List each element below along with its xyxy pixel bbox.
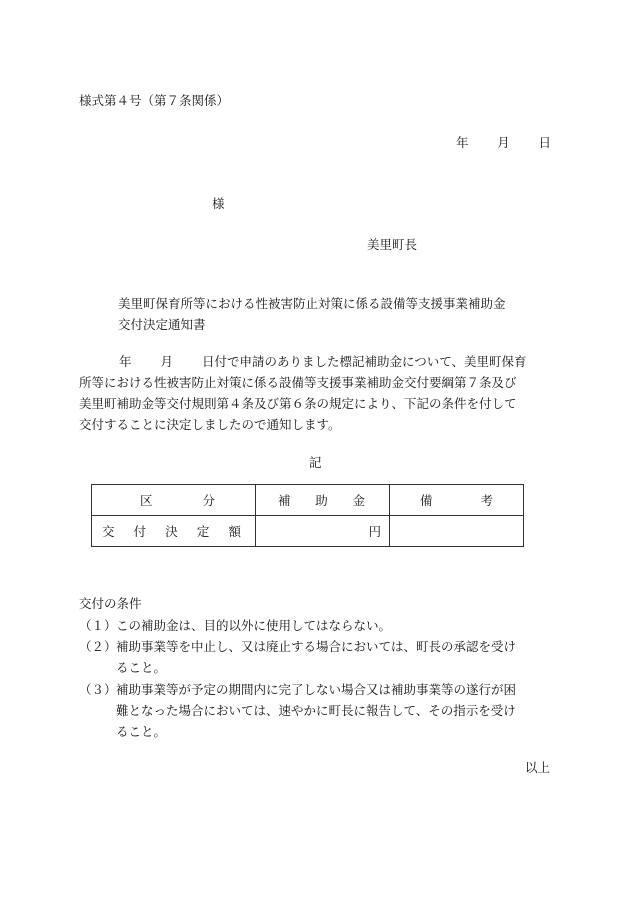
condition-3-text-line-3: ること。 [116, 724, 167, 739]
date-day: 日 [538, 135, 551, 150]
body-month: 月 [160, 354, 174, 369]
condition-1-number: （１） [79, 618, 117, 633]
condition-3-text-line-1: 補助事業等が予定の期間内に完了しない場合又は補助事業等の遂行が困 [116, 682, 517, 697]
condition-1-text: この補助金は、目的以外に使用してはならない。 [116, 618, 392, 633]
amount-unit: 円 [368, 524, 381, 539]
condition-2-text-line-1: 補助事業等を中止し、又は廃止する場合においては、町長の承認を受け [116, 639, 517, 654]
condition-3-number: （３） [79, 682, 117, 697]
table-row [92, 516, 524, 547]
document-title-line-2: 交付決定通知書 [118, 317, 206, 332]
document-title-line-1: 美里町保育所等における性被害防止対策に係る設備等支援事業補助金 [118, 296, 506, 311]
closing-ijou: 以上 [525, 760, 551, 775]
date-year: 年 [456, 135, 469, 150]
date-line [456, 137, 551, 150]
condition-2-text-line-2: ること。 [116, 660, 167, 675]
amount-cell[interactable] [256, 516, 390, 547]
grant-table [91, 484, 524, 547]
date-month: 月 [497, 135, 510, 150]
condition-2-number: （２） [79, 639, 117, 654]
body-line-1-text: 日付で申請のありました標記補助金について、美里町保育 [202, 354, 527, 369]
remarks-cell[interactable] [390, 516, 524, 547]
header-category: 区 分 [92, 485, 256, 516]
issuer-name: 美里町長 [367, 237, 418, 252]
table-header-row [92, 485, 524, 516]
header-subsidy: 補 助 金 [256, 485, 390, 516]
condition-3-text-line-2: 難となった場合においては、速やかに町長に報告して、その指示を受け [116, 703, 516, 718]
body-year: 年 [119, 354, 132, 369]
body-line-4: 交付することに決定しましたので通知します。 [79, 417, 341, 432]
header-remarks: 備 考 [390, 485, 524, 516]
body-line-1 [79, 356, 527, 369]
ki-heading: 記 [309, 455, 322, 470]
form-number: 様式第４号（第７条関係） [79, 93, 230, 108]
body-line-3: 美里町補助金等交付規則第４条及び第６条の規定により、下記の条件を付して [79, 396, 517, 411]
conditions-heading: 交付の条件 [79, 596, 142, 611]
body-line-2: 所等における性被害防止対策に係る設備等支援事業補助金交付要綱第７条及び [79, 375, 517, 390]
row-label-grant-amount: 交 付 決 定 額 [92, 516, 256, 547]
addressee-suffix: 様 [212, 196, 225, 211]
